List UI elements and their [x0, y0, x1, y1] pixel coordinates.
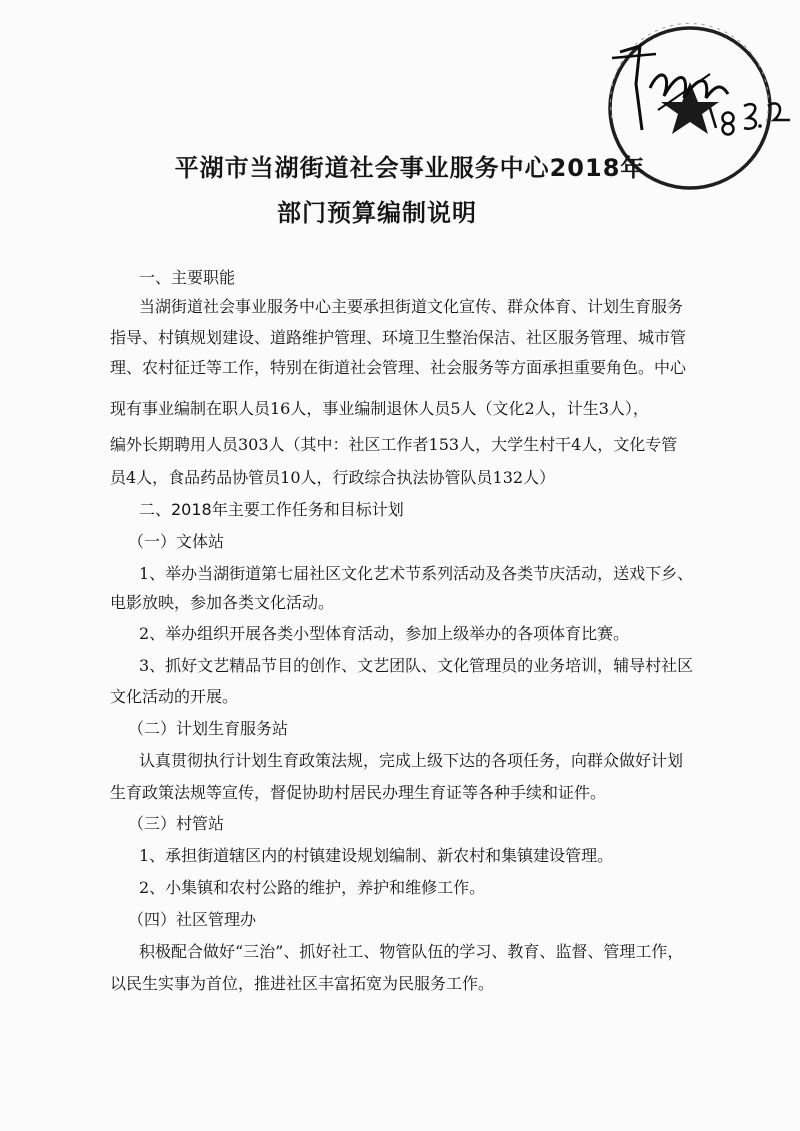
- subsection-heading: （二）计划生育服务站: [128, 719, 289, 738]
- paragraph-line: 认真贯彻执行计划生育政策法规，完成上级下达的各项任务，向群众做好计划: [139, 751, 684, 770]
- paragraph-line: 1、承担街道辖区内的村镇建设规划编制、新农村和集镇建设管理。: [139, 846, 614, 865]
- paragraph-line: 现有事业编制在职人员16人，事业编制退休人员5人（文化2人，计生3人），: [110, 399, 649, 418]
- paragraph-line: 积极配合做好“三治”、抓好社工、物管队伍的学习、教育、监督、管理工作，: [139, 942, 684, 961]
- paragraph-line: 3、抓好文艺精品节目的创作、文艺团队、文化管理员的业务培训，辅导村社区: [139, 656, 694, 675]
- paragraph-line: 2、举办组织开展各类小型体育活动，参加上级举办的各项体育比赛。: [139, 624, 630, 643]
- document-title-line-2: 部门预算编制说明: [277, 199, 477, 227]
- paragraph-line: 编外长期聘用人员303人（其中：社区工作者153人，大学生村干4人，文化专管: [110, 435, 678, 454]
- subsection-heading: （一）文体站: [128, 532, 225, 551]
- paragraph-line: 员4人，食品药品协管员10人，行政综合执法协管队员132人）: [110, 468, 556, 487]
- paragraph-line: 指导、村镇规划建设、道路维护管理、环境卫生整治保洁、社区服务管理、城市管: [110, 328, 687, 347]
- subsection-heading: （三）村管站: [128, 814, 225, 833]
- paragraph-line: 文化活动的开展。: [110, 687, 239, 706]
- subsection-heading: （四）社区管理办: [128, 910, 257, 929]
- section-heading-tasks: 二、2018年主要工作任务和目标计划: [139, 500, 404, 519]
- section-heading-functions: 一、主要职能: [139, 268, 236, 287]
- paragraph-line: 电影放映，参加各类文化活动。: [110, 593, 335, 612]
- paragraph-line: 当湖街道社会事业服务中心主要承担街道文化宣传、群众体育、计划生育服务: [139, 297, 684, 316]
- document-title-line-1: 平湖市当湖街道社会事业服务中心2018年: [174, 154, 646, 182]
- paragraph-line: 理、农村征迁等工作，特别在街道社会管理、社会服务等方面承担重要角色。中心: [110, 358, 687, 377]
- paragraph-line: 生育政策法规等宣传，督促协助村居民办理生育证等各种手续和证件。: [110, 783, 607, 802]
- paragraph-line: 以民生实事为首位，推进社区丰富拓宽为民服务工作。: [110, 974, 495, 993]
- paragraph-line: 1、举办当湖街道第七届社区文化艺术节系列活动及各类节庆活动，送戏下乡、: [139, 564, 694, 583]
- paragraph-line: 2、小集镇和农村公路的维护，养护和维修工作。: [139, 878, 486, 897]
